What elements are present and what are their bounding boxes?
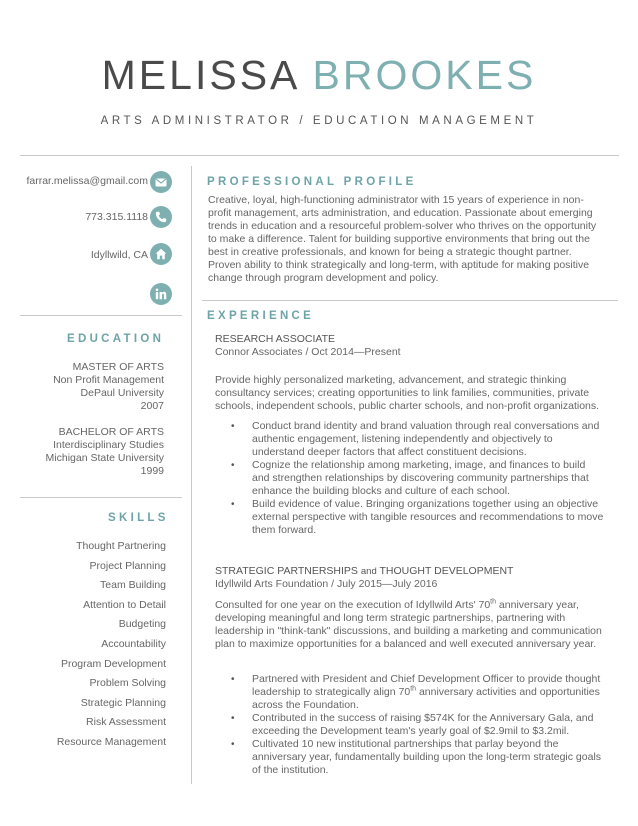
skill-item: Program Development xyxy=(60,657,166,670)
home-icon xyxy=(150,243,172,265)
degree-year: 2007 xyxy=(140,400,164,412)
bullet-item: • Cultivated 10 new institutional partnerships that parlay beyond the anniversary year, fundamentally building upon the long-term strategic goals of the institution. xyxy=(215,738,605,777)
degree-title: BACHELOR OF ARTS xyxy=(58,426,164,438)
column-divider xyxy=(191,166,192,784)
education-entry xyxy=(46,426,164,478)
skill-item: Budgeting xyxy=(118,618,166,631)
profile-divider xyxy=(202,300,618,301)
mail-icon xyxy=(150,171,172,193)
skill-item: Resource Management xyxy=(56,735,166,748)
skill-item: Team Building xyxy=(100,579,166,592)
skill-item: Attention to Detail xyxy=(83,598,166,611)
skill-item: Accountability xyxy=(101,637,166,650)
skill-item: Project Planning xyxy=(89,559,166,572)
degree-field: Non Profit Management xyxy=(53,374,164,386)
last-name: BROOKES xyxy=(312,52,537,98)
job-title-and: and xyxy=(360,566,377,577)
job-org: Idyllwild Arts Foundation / July 2015—July 2016 xyxy=(215,578,438,590)
job-title-part: STRATEGIC PARTNERSHIPS xyxy=(215,565,358,577)
bullet-sup: th xyxy=(410,685,417,693)
header-divider xyxy=(20,155,619,156)
bullet-item: • Build evidence of value. Bringing organizations together using an objective external perspective with tangible resources and recommendations to move them forward. xyxy=(215,498,605,537)
summary-part: anniversary year, developing meaningful and long term strategic partnerships, partnering with leadership in "think-tank" discussions, and building a marketing and communication plan to maximize opportunities for a balanced and well executed anniversary year. xyxy=(215,599,602,650)
job-org: Connor Associates / Oct 2014—Present xyxy=(215,346,401,358)
bullet-item: • Conduct brand identity and brand valuation through real conversations and authentic engagement, listening independently and objectively to understand deeper factors that affect constituent decisions. xyxy=(215,420,605,459)
degree-field: Interdisciplinary Studies xyxy=(53,439,164,451)
education-entry xyxy=(53,361,164,413)
job-title-part: THOUGHT DEVELOPMENT xyxy=(379,565,514,577)
contact-phone[interactable]: 773.315.1118 xyxy=(85,211,148,223)
summary-sup: th xyxy=(490,598,497,606)
job-summary: Provide highly personalized marketing, advancement, and strategic thinking consultancy services; creating opportunities to link families, communities, private schools, independent schools, public charter schools, and non-profit organizations. xyxy=(215,374,600,412)
skill-item: Problem Solving xyxy=(89,677,166,690)
resume-name xyxy=(0,52,638,99)
phone-icon xyxy=(150,206,172,228)
contact-location: Idyllwild, CA xyxy=(90,249,148,261)
job-bullets xyxy=(215,420,605,537)
education-heading: EDUCATION xyxy=(67,333,165,345)
skill-item: Risk Assessment xyxy=(86,716,166,729)
bullet-item: • Cognize the relationship among marketing, image, and finances to build and strengthen relationships by discovering community partnerships that enhance the building blocks and culture of each school. xyxy=(215,459,605,498)
bullet-item: • Contributed in the success of raising $574K for the Anniversary Gala, and exceeding the Development team's yearly goal of $2.9mil to $3.2mil. xyxy=(215,712,605,738)
job-bullets xyxy=(215,673,605,777)
education-divider xyxy=(20,497,182,498)
experience-heading: EXPERIENCE xyxy=(207,310,315,322)
degree-school: Michigan State University xyxy=(45,452,164,464)
job-title xyxy=(215,565,513,578)
resume-subtitle: ARTS ADMINISTRATOR / EDUCATION MANAGEMENT xyxy=(100,115,538,127)
job-summary xyxy=(215,599,605,651)
skill-item: Strategic Planning xyxy=(80,696,166,709)
profile-heading: PROFESSIONAL PROFILE xyxy=(207,176,417,188)
bullet-part: anniversary activities and opportunities across the Foundation. xyxy=(252,686,600,711)
contact-divider xyxy=(20,315,182,316)
degree-year: 1999 xyxy=(140,465,164,477)
contact-email[interactable]: farrar.melissa@gmail.com xyxy=(26,175,148,187)
summary-part: Consulted for one year on the execution of Idyllwild Arts' 70 xyxy=(215,599,491,611)
linkedin-icon[interactable] xyxy=(150,283,172,305)
bullet-part: Partnered with President and Chief Development Officer to provide thought leadership to strategically align 70 xyxy=(252,673,601,698)
skills-heading: SKILLS xyxy=(108,512,169,524)
bullet-item xyxy=(215,673,605,712)
profile-text: Creative, loyal, high-functioning administrator with 15 years of experience in non-profit management, arts administration, and education. Passionate about emerging trends in education and a resourceful problem-solver who thrives on the opportunity to make a difference. Talent for building supportive environments that bring out the best in creative professionals, and known for being a strategic thought partner. Proven ability to think strategically and long-term, with aptitude for making positive change through program development and policy. xyxy=(208,194,597,284)
skill-item: Thought Partnering xyxy=(76,540,166,552)
job-title: RESEARCH ASSOCIATE xyxy=(215,333,336,345)
skills-list xyxy=(57,537,166,753)
degree-school: DePaul University xyxy=(80,387,164,399)
degree-title: MASTER OF ARTS xyxy=(72,361,164,373)
first-name: MELISSA xyxy=(101,52,299,98)
